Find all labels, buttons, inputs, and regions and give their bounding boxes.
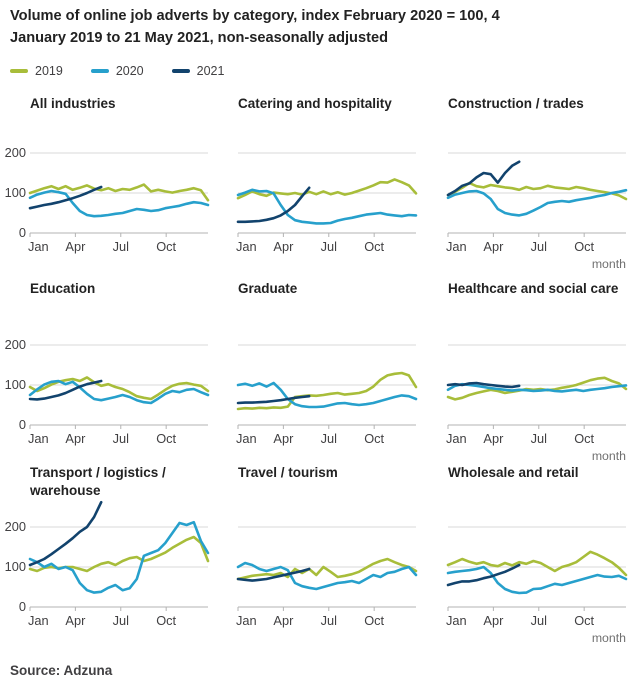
- facet-plot: [30, 143, 208, 239]
- facet-plot: [238, 335, 416, 431]
- facet-plot: [30, 335, 208, 431]
- legend-item-2021: [172, 64, 225, 78]
- legend-label-2019: 2019: [35, 64, 63, 78]
- legend-item-2019: [10, 64, 63, 78]
- facet-plot: [448, 143, 626, 239]
- facet-all-industries: [2, 90, 208, 275]
- y-axis-tick-label: 100: [4, 185, 26, 200]
- series-line-2020: [448, 190, 626, 215]
- x-axis-tick-label: Jan: [446, 613, 467, 628]
- y-axis-tick-label: 100: [4, 559, 26, 574]
- x-axis-tick-label: Apr: [483, 239, 504, 254]
- facet-plot: [448, 493, 626, 613]
- facet-title: Construction / trades: [448, 96, 584, 111]
- x-axis-tick-label: Jan: [28, 431, 49, 446]
- series-line-2021: [30, 502, 101, 565]
- y-axis-tick-label: 200: [4, 145, 26, 160]
- x-axis-unit-label: month: [591, 257, 626, 271]
- x-axis-tick-label: Jul: [530, 613, 547, 628]
- facet-title: Wholesale and retail: [448, 465, 579, 480]
- legend-label-2021: 2021: [196, 64, 225, 78]
- x-axis-tick-label: Apr: [273, 431, 294, 446]
- series-line-2020: [30, 522, 208, 592]
- facet-title: Education: [30, 281, 96, 296]
- x-axis-tick-label: Apr: [65, 431, 86, 446]
- y-axis-tick-label: 100: [4, 377, 26, 392]
- facet-travel-tourism: [210, 458, 416, 658]
- facet-wholesale-and-retail: [420, 458, 626, 658]
- legend-label-2020: 2020: [115, 64, 144, 78]
- facet-healthcare-and-social-care: [420, 275, 626, 463]
- x-axis-tick-label: Oct: [574, 239, 595, 254]
- legend-swatch-2020-icon: [91, 69, 109, 73]
- x-axis-tick-label: Jul: [320, 239, 337, 254]
- x-axis-tick-label: Jul: [320, 431, 337, 446]
- x-axis-tick-label: Jul: [530, 431, 547, 446]
- chart-title-line2: January 2019 to 21 May 2021, non-seasonally adjusted: [10, 29, 388, 46]
- facet-title: Graduate: [238, 281, 298, 296]
- legend-swatch-2019-icon: [10, 69, 28, 73]
- x-axis-tick-label: Jan: [236, 613, 257, 628]
- facet-title: Healthcare and social care: [448, 281, 619, 296]
- facet-plot: [30, 493, 208, 613]
- x-axis-tick-label: Apr: [483, 431, 504, 446]
- x-axis-unit-label: month: [591, 449, 626, 463]
- facet-transport-logistics-warehouse: [2, 458, 208, 658]
- facet-graduate: [210, 275, 416, 460]
- x-axis-tick-label: Jul: [112, 239, 129, 254]
- x-axis-tick-label: Oct: [156, 613, 177, 628]
- x-axis-tick-label: Apr: [65, 239, 86, 254]
- series-line-2019: [238, 179, 416, 198]
- x-axis-tick-label: Oct: [364, 431, 385, 446]
- x-axis-tick-label: Jan: [236, 431, 257, 446]
- x-axis-tick-label: Jan: [446, 431, 467, 446]
- facet-catering-and-hospitality: [210, 90, 416, 275]
- x-axis-tick-label: Jan: [28, 613, 49, 628]
- x-axis-unit-label: month: [591, 631, 626, 645]
- facet-plot: [238, 493, 416, 613]
- x-axis-tick-label: Jul: [530, 239, 547, 254]
- facet-education: [2, 275, 208, 460]
- y-axis-tick-label: 0: [18, 599, 26, 614]
- chart-title: [10, 6, 625, 50]
- x-axis-tick-label: Jul: [112, 431, 129, 446]
- series-line-2019: [448, 552, 626, 575]
- legend-swatch-2021-icon: [172, 69, 190, 73]
- series-line-2021: [238, 396, 309, 403]
- series-line-2019: [238, 373, 416, 409]
- facet-title: All industries: [30, 96, 116, 111]
- facet-title: Catering and hospitality: [238, 96, 392, 111]
- chart-title-line1: Volume of online job adverts by category, index February 2020 = 100, 4: [10, 8, 500, 24]
- source-note: Source: Adzuna: [10, 663, 113, 678]
- x-axis-tick-label: Jul: [112, 613, 129, 628]
- series-line-2019: [30, 537, 208, 571]
- y-axis-tick-label: 0: [18, 417, 26, 432]
- x-axis-tick-label: Apr: [65, 613, 86, 628]
- x-axis-tick-label: Apr: [273, 239, 294, 254]
- y-axis-tick-label: 0: [18, 225, 26, 240]
- facet-construction-trades: [420, 90, 626, 275]
- facet-plot: [238, 143, 416, 239]
- x-axis-tick-label: Oct: [364, 239, 385, 254]
- x-axis-tick-label: Apr: [483, 613, 504, 628]
- legend-item-2020: [91, 64, 144, 78]
- x-axis-tick-label: Jan: [28, 239, 49, 254]
- x-axis-tick-label: Jan: [236, 239, 257, 254]
- facet-title: Travel / tourism: [238, 465, 338, 480]
- y-axis-tick-label: 200: [4, 519, 26, 534]
- x-axis-tick-label: Jan: [446, 239, 467, 254]
- x-axis-tick-label: Oct: [156, 431, 177, 446]
- chart-legend: [10, 64, 224, 78]
- x-axis-tick-label: Oct: [574, 431, 595, 446]
- x-axis-tick-label: Jul: [320, 613, 337, 628]
- series-line-2019: [238, 559, 416, 579]
- x-axis-tick-label: Oct: [156, 239, 177, 254]
- facet-plot: [448, 335, 626, 431]
- x-axis-tick-label: Apr: [273, 613, 294, 628]
- facet-title: Transport / logistics / warehouse: [30, 465, 166, 499]
- x-axis-tick-label: Oct: [574, 613, 595, 628]
- y-axis-tick-label: 200: [4, 337, 26, 352]
- x-axis-tick-label: Oct: [364, 613, 385, 628]
